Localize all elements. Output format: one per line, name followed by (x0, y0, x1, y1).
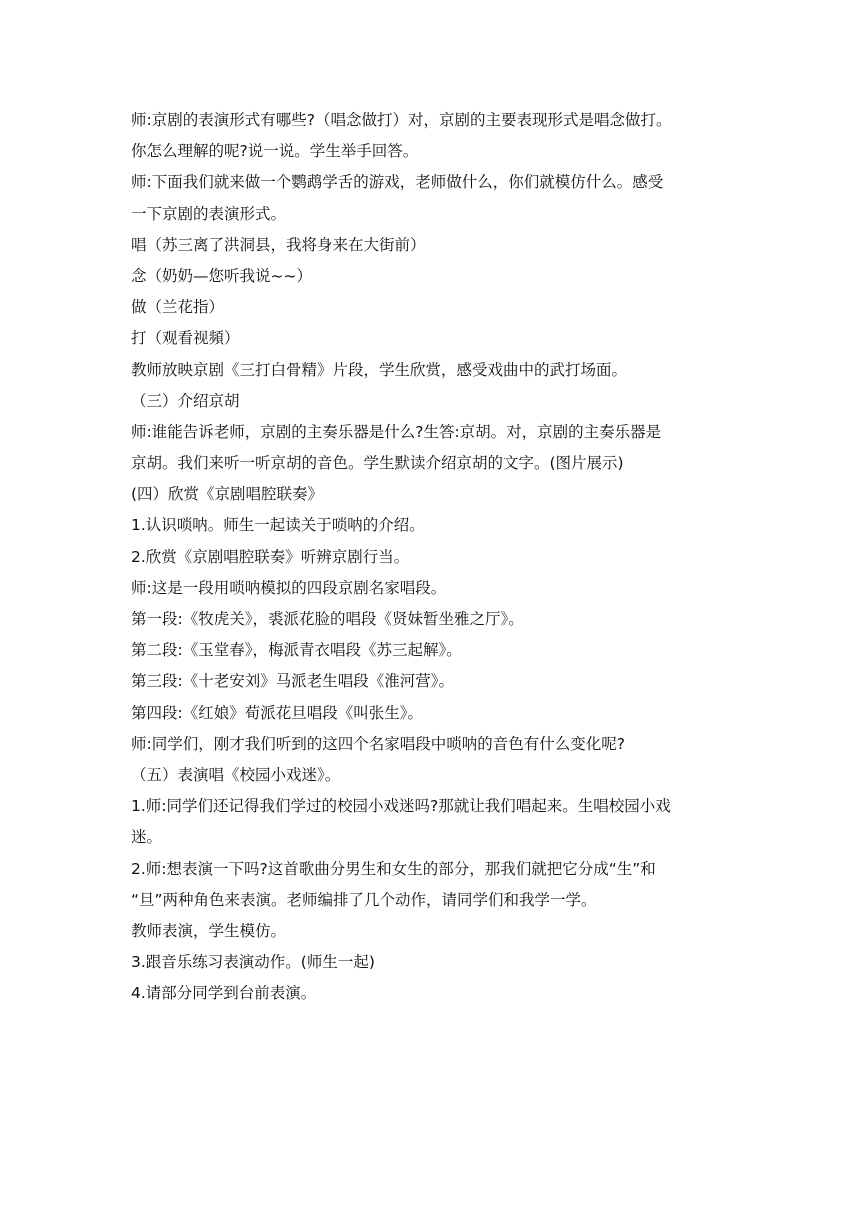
body-line-28: 3.跟音乐练习表演动作。(师生一起) (131, 953, 375, 972)
body-line-1: 师:京剧的表演形式有哪些?（唱念做打）对，京剧的主要表现形式是唱念做打。 (131, 111, 672, 129)
body-line-25: 2.师:想表演一下吗?这首歌曲分男生和女生的部分，那我们就把它分成“生”和 (131, 859, 656, 878)
body-line-6: 念（奶奶—您听我说~~） (131, 266, 312, 285)
body-line-9: 教师放映京剧《三打白骨精》片段，学生欣赏，感受戏曲中的武打场面。 (131, 360, 628, 379)
body-line-7: 做（兰花指） (131, 298, 225, 317)
body-line-19: 第三段:《十老安刘》马派老生唱段《淮河营》。 (131, 672, 454, 691)
body-line-16: 师:这是一段用唢呐模拟的四段京剧名家唱段。 (131, 578, 447, 597)
body-line-29: 4.请部分同学到台前表演。 (131, 984, 317, 1003)
body-line-15: 2.欣赏《京剧唱腔联奏》听辨京剧行当。 (131, 547, 410, 566)
body-line-4: 一下京剧的表演形式。 (131, 204, 287, 223)
body-line-2: 你怎么理解的呢?说一说。学生举手回答。 (131, 142, 419, 161)
body-line-18: 第二段:《玉堂春》，梅派青衣唱段《苏三起解》。 (131, 641, 462, 660)
body-line-11: 师:谁能告诉老师，京剧的主奏乐器是什么?生答:京胡。对，京剧的主奏乐器是 (131, 422, 662, 441)
body-line-8: 打（观看视頻） (131, 329, 240, 348)
body-line-27: 教师表演，学生模仿。 (131, 921, 287, 940)
body-line-21: 师:同学们，刚才我们听到的这四个名家唱段中唢呐的音色有什么变化呢? (131, 734, 625, 753)
body-line-24: 迷。 (131, 828, 163, 847)
section-heading-3: （三）介绍京胡 (131, 391, 240, 410)
body-line-5: 唱（苏三离了洪洞县，我将身来在大街前） (131, 235, 426, 254)
section-heading-5: （五）表演唱《校园小戏迷》。 (131, 765, 341, 784)
section-heading-4: (四）欣赏《京剧唱腔联奏》 (131, 485, 324, 504)
body-line-20: 第四段:《红娘》荀派花旦唱段《叫张生》。 (131, 703, 423, 722)
body-line-14: 1.认识唢呐。师生一起读关于唢呐的介绍。 (131, 516, 425, 535)
body-line-17: 第一段:《牧虎关》，裘派花脸的唱段《贤妹暂坐雅之厅》。 (131, 610, 524, 628)
body-line-3: 师:下面我们就来做一个鹦鹉学舌的游戏，老师做什么，你们就模仿什么。感受 (131, 173, 664, 192)
document-body (131, 105, 741, 1009)
body-line-12: 京胡。我们来听一听京胡的音色。学生默读介绍京胡的文字。(图片展示) (131, 454, 624, 473)
body-line-23: 1.师:同学们还记得我们学过的校园小戏迷吗?那就让我们唱起来。生唱校园小戏 (131, 797, 671, 816)
body-line-26: “旦”两种角色来表演。老师编排了几个动作，请同学们和我学一学。 (131, 890, 597, 909)
